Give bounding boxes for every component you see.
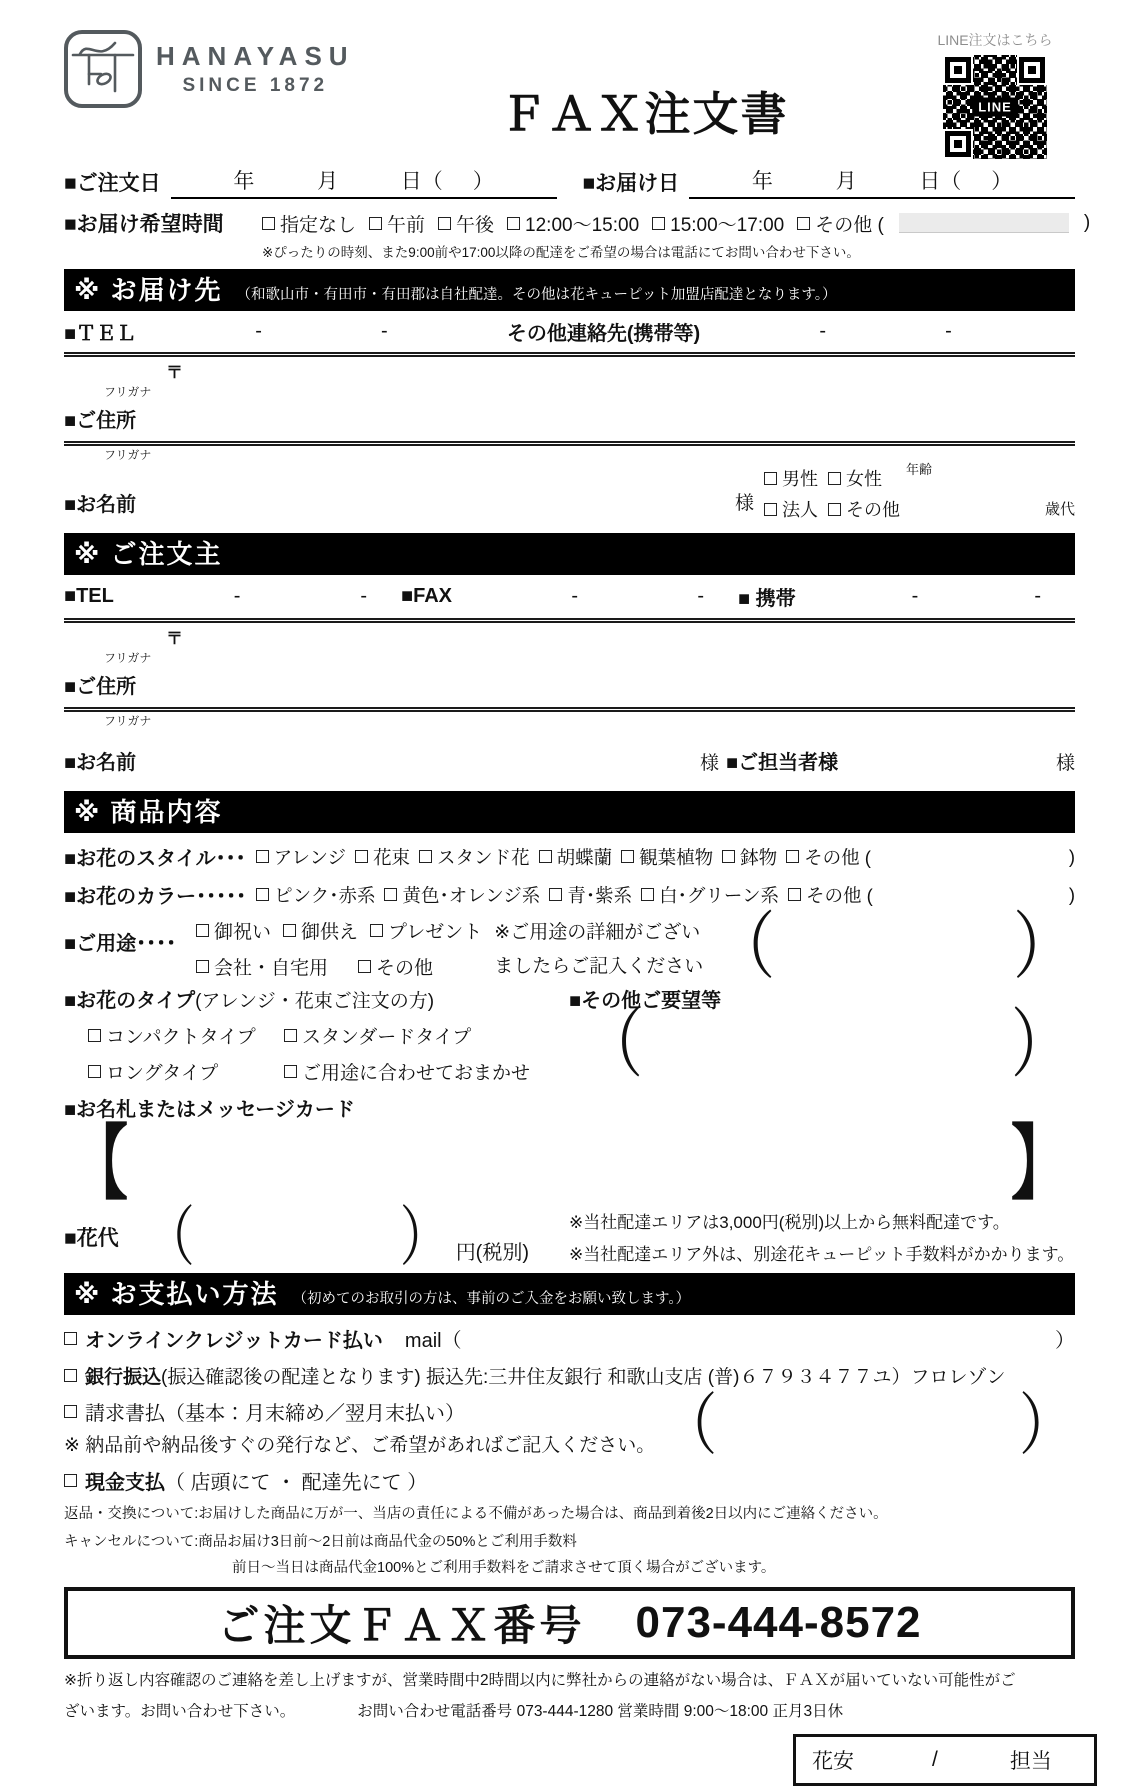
other-request-open: （ [583,1002,643,1087]
orderer-section-title: ※ ご注文主 [74,539,223,569]
payment-credit-row [64,1324,1075,1353]
payment-section-title: ※ お支払い方法 [74,1279,279,1309]
option-unspecified: 指定なし [262,210,356,237]
footer-note-line1: ※折り返し内容確認のご連絡を差し上げますが、営業時間中2時間以内に弊社からの連絡がない場合は、ＦＡＸが届いていない可能性がご [64,1672,1016,1689]
year-label: 年 [751,170,773,193]
checkbox-invoice[interactable] [64,1405,77,1418]
price-close: ） [399,1200,450,1273]
option-omakase-type: ご用途に合わせておまかせ [284,1058,530,1085]
orderer-section-bar [64,533,1075,575]
recipient-tel-label: ■ＴＥＬ [64,323,137,345]
checkbox-other-entity[interactable] [828,503,841,516]
checkbox-male[interactable] [764,472,777,485]
orderer-tel-label: ■TEL [64,585,114,607]
checkbox-potted-plant[interactable] [722,850,735,863]
header [64,30,1075,159]
flower-type-section [64,984,1075,1085]
option-celebration: 御祝い [196,917,271,944]
purpose-detail-open: （ [713,906,776,989]
tel-dash: - [255,320,262,342]
checkbox-other-color[interactable] [788,888,801,901]
brand-since: SINCE 1872 [182,75,329,96]
recipient-section-title: ※ お届け先 [74,275,223,305]
checkbox-blue-purple[interactable] [549,888,562,901]
orderer-name-row[interactable] [64,729,1075,783]
purpose-label: ■ご用途････ [64,933,177,955]
checkbox-omakase-type[interactable] [284,1065,297,1078]
divider [64,352,1075,357]
checkbox-other-time[interactable] [797,217,810,230]
month-label: 月 [317,170,339,193]
staff-box [793,1734,1097,1786]
tel-dash: - [697,585,704,607]
credit-card-label: オンラインクレジットカード払い [85,1330,383,1352]
orderer-tel-row [64,575,1075,618]
option-other-purpose: その他 [358,953,433,980]
cash-detail: （ 店頭にて ・ 配達先にて ） [165,1472,428,1494]
year-label: 年 [233,170,255,193]
brand [64,30,374,108]
tel-dash: - [233,585,241,607]
qr-finder-icon [943,55,973,85]
flower-type-header: ■お花のタイプ(アレンジ・花束ご注文の方) [64,990,435,1012]
recipient-postal-mark: 〒 [166,363,183,382]
checkbox-other-style[interactable] [786,850,799,863]
line-order-block [915,30,1075,159]
footer-note-line2: ざいます。お問い合わせ下さい。 お問い合わせ電話番号 073-444-1280 営業時間 9:00～18:00 正月3日休 [64,1699,1075,1721]
option-other-color: その他 ( [788,882,873,908]
page-title: ＦＡＸ注文書 [500,88,789,140]
sama-label: 様 [1055,753,1075,774]
recipient-address-label: ■ご住所 [64,410,137,432]
qr-finder-icon [1017,55,1047,85]
other-request-field[interactable] [643,1015,1011,1075]
checkbox-white-green[interactable] [641,888,654,901]
option-corporate: 法人 [764,496,818,522]
message-card-open: 【 [72,1117,128,1209]
option-memorial: 御供え [283,917,358,944]
payment-section-note: （初めてのお取引の方は、事前のご入金をお願い致します。） [292,1291,691,1307]
tel-dash: - [571,585,578,607]
other-color-close: ) [1068,883,1075,905]
checkbox-12-15[interactable] [507,217,520,230]
purpose-row [64,906,1075,989]
checkbox-company-home[interactable] [196,960,209,973]
invoice-note: ※ 納品前や納品後すぐの発行など、ご希望があればご記入ください。 [64,1435,656,1456]
option-other-entity: その他 [828,496,900,522]
checkbox-female[interactable] [828,472,841,485]
recipient-section-note: （和歌山市・有田市・有田郡は自社配達。その他は花キューピット加盟店配達となります。） [236,287,837,303]
checkbox-afternoon[interactable] [438,217,451,230]
order-date-label: ■ご注文日 [64,172,161,195]
age-unit-label: 歳代 [1044,501,1075,518]
other-time-field[interactable] [899,213,1069,233]
furigana-label: フリガナ [104,448,152,462]
option-company-home: 会社・自宅用 [196,953,328,980]
staff-shop-name: 花安 [812,1750,854,1773]
fax-number-label: ご注文ＦＡＸ番号 [217,1602,586,1649]
flower-color-label: ■お花のカラー･････ [64,886,247,908]
message-card-close: 】 [1011,1117,1067,1209]
recipient-address-row[interactable] [64,400,1075,441]
delivery-date-field[interactable] [689,165,1075,199]
checkbox-15-17[interactable] [652,217,665,230]
payment-section-bar [64,1273,1075,1315]
option-potted-plant: 鉢物 [722,844,777,870]
checkbox-credit-card[interactable] [64,1332,77,1345]
option-other-time: その他 ( [797,210,884,237]
price-unit-label: 円(税別) [455,1242,530,1264]
option-orchid: 胡蝶蘭 [539,844,613,870]
checkbox-arrangement[interactable] [256,850,269,863]
option-female: 女性 [828,465,882,491]
bank-transfer-label: 銀行振込 [85,1367,162,1388]
qr-finder-icon [943,129,973,159]
staff-in-charge-label: 担当 [1009,1750,1052,1773]
fax-number-box [64,1587,1075,1659]
price-label: ■花代 [64,1226,119,1250]
furigana-label: フリガナ [104,385,152,399]
option-12-15: 12:00～15:00 [507,210,639,237]
option-other-style: その他 ( [786,844,871,870]
payment-bank-row [64,1362,1075,1389]
option-foliage-plant: 観葉植物 [621,844,713,870]
cancel-policy-2: 前日～当日は商品代金100%とご利用手数料をご請求させて頂く場合がございます。 [232,1560,776,1576]
line-order-label: LINE注文はこちら [937,32,1053,48]
checkbox-cash[interactable] [64,1474,77,1487]
bank-transfer-detail: (振込確認後の配達となります) 振込先:三井住友銀行 和歌山支店 (普)６７９３４７７ユ）フロレゾン [161,1367,1006,1388]
option-white-green: 白･グリーン系 [641,882,779,908]
cash-label: 現金支払 [85,1472,165,1494]
checkbox-unspecified[interactable] [262,217,275,230]
credit-mail-open: mail（ [404,1330,462,1352]
furigana-label: フリガナ [104,714,152,728]
delivery-time-row [64,208,1091,238]
tel-dash: - [819,320,826,342]
order-date-field[interactable] [171,165,557,199]
payment-cash-row [64,1466,1075,1495]
product-section-title: ※ 商品内容 [74,797,223,827]
payment-invoice-row [64,1386,1075,1463]
checkbox-foliage-plant[interactable] [621,850,634,863]
sama-label: 様 [700,753,720,774]
checkbox-corporate[interactable] [764,503,777,516]
qr-line-tag: LINE [972,98,1018,117]
orderer-address-label: ■ご住所 [64,676,137,698]
option-pink-red: ピンク･赤系 [256,882,375,908]
checkbox-other-purpose[interactable] [358,960,371,973]
orderer-postal-mark: 〒 [166,629,183,648]
flower-style-label: ■お花のスタイル･･･ [64,848,246,870]
option-bouquet: 花束 [355,844,410,870]
sama-label: 様 [735,493,755,514]
checkbox-pink-red[interactable] [256,888,269,901]
recipient-tel-row [64,311,1075,352]
return-policy: 返品・交換について:お届けした商品に万が一、当店の責任による不備があった場合は、商品到着後2日以内にご連絡ください。 [64,1506,888,1522]
option-standard-type: スタンダードタイプ [284,1022,471,1049]
option-compact-type: コンパクトタイプ [88,1022,284,1049]
delivery-time-label: ■お届け希望時間 [64,213,224,236]
checkbox-yellow-orange[interactable] [384,888,397,901]
message-card-label: ■お名札またはメッセージカード [64,1099,355,1121]
product-section-bar [64,791,1075,833]
fax-number: 073-444-8572 [635,1598,922,1647]
recipient-name-label: ■お名前 [64,494,137,516]
price-row [64,1200,1075,1273]
invoice-request-close: ） [1019,1386,1075,1463]
contact-info: お問い合わせ電話番号 073-444-1280 営業時間 9:00～18:00 正月3日休 [357,1703,844,1720]
staff-slash: / [932,1748,938,1771]
option-long-type: ロングタイプ [88,1058,284,1085]
purpose-note: ※ご用途の詳細がござい ましたらご記入ください [494,922,704,977]
delivery-time-note: ※ぴったりの時刻、また9:00前や17:00以降の配達をご希望の場合は電話にてお問い合わせ下さい。 [262,245,860,260]
checkbox-long-type[interactable] [88,1065,101,1078]
manager-label: ■ご担当者様 [726,752,839,774]
invoice-detail: （基本：月末締め／翌月末払い） [165,1403,465,1425]
option-male: 男性 [764,465,818,491]
option-blue-purple: 青･紫系 [549,882,632,908]
flower-style-row [64,842,1075,871]
other-time-close: ) [1083,212,1091,233]
checkbox-bouquet[interactable] [355,850,368,863]
day-label: 日（ ） [400,170,494,193]
orderer-name-label: ■お名前 [64,752,137,774]
checkbox-present[interactable] [370,924,383,937]
invoice-label: 請求書払 [85,1403,165,1425]
credit-mail-close: ） [1055,1330,1075,1352]
divider [64,618,1075,623]
invoice-request-open: （ [661,1386,718,1463]
cancel-policy-1: キャンセルについて:商品お届け3日前～2日前は商品代金の50%とご利用手数料 [64,1534,577,1550]
furigana-label: フリガナ [104,651,152,665]
checkbox-stand-flower[interactable] [419,850,432,863]
other-style-close: ) [1068,845,1075,867]
message-card-field[interactable] [64,1117,1075,1209]
option-stand-flower: スタンド花 [419,844,530,870]
checkbox-celebration[interactable] [196,924,209,937]
orderer-address-row[interactable] [64,666,1075,707]
other-contact-label: その他連絡先(携帯等) [506,323,701,345]
other-request-close: ） [1011,1002,1071,1087]
option-present: プレゼント [370,917,482,944]
purpose-detail-close: ） [1012,906,1075,989]
orderer-mobile-label: ■ 携帯 [738,588,796,610]
checkbox-standard-type[interactable] [284,1029,297,1042]
orderer-fax-label: ■FAX [401,585,452,607]
price-open: （ [144,1200,195,1273]
brand-text [156,41,355,97]
brand-name: HANAYASU [156,41,355,71]
option-15-17: 15:00～17:00 [652,210,784,237]
recipient-section-bar [64,269,1075,311]
checkbox-orchid[interactable] [539,850,552,863]
tel-dash: - [381,320,388,342]
day-label: 日（ ） [919,170,1013,193]
tel-dash: - [360,585,367,607]
checkbox-morning[interactable] [369,217,382,230]
line-qr-code [943,55,1047,159]
hanayasu-logo-icon [64,30,142,108]
checkbox-memorial[interactable] [283,924,296,937]
option-yellow-orange: 黄色･オレンジ系 [384,882,540,908]
recipient-name-row[interactable] [64,463,1075,525]
flower-color-row [64,880,1075,909]
tel-dash: - [1034,585,1041,607]
option-arrangement: アレンジ [256,844,346,870]
delivery-date-label: ■お届け日 [582,172,680,195]
month-label: 月 [835,170,857,193]
other-request-label: ■その他ご要望等 [569,990,722,1012]
order-date-row [64,165,1075,199]
checkbox-compact-type[interactable] [88,1029,101,1042]
tel-dash: - [911,585,919,607]
delivery-fee-notes: ※当社配達エリアは3,000円(税別)以上から無料配達です。 ※当社配達エリア外は、別途花キューピット手数料がかかります。 [569,1213,1075,1264]
option-afternoon: 午後 [438,210,494,237]
age-label: 年齢 [906,462,933,477]
option-morning: 午前 [369,210,425,237]
tel-dash: - [945,320,952,342]
checkbox-bank-transfer[interactable] [64,1369,77,1382]
